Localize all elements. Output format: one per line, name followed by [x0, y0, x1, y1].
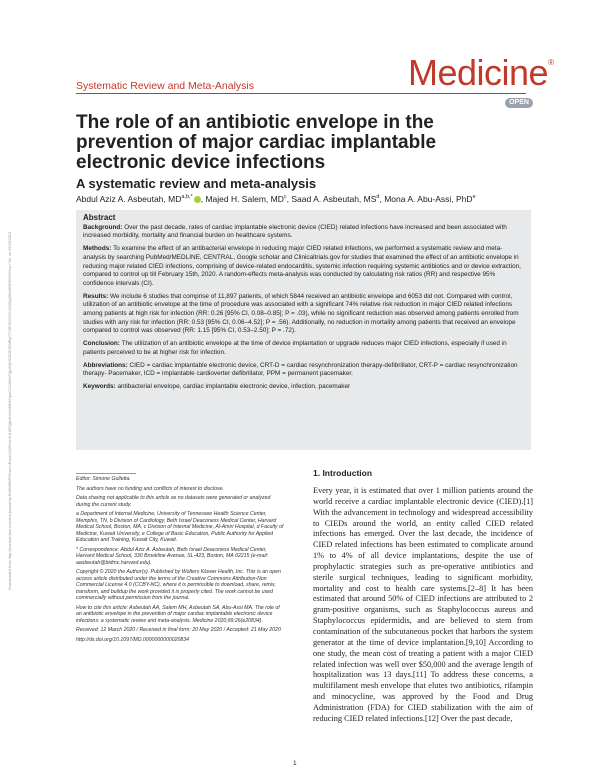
page-number: 1: [293, 760, 297, 767]
abstract-paragraph: [83, 224, 524, 241]
abstract-section-label: Background:: [83, 223, 123, 231]
download-notice: Downloaded from http://journals.lww.com/md-journal by BhDMf5ePHKav1zEoum1tQfN4a+kJLhEZgbsIHo4XMi0hCywCX1AWnYQp/IlQrHD3i3D0OdRyi7TvSFl4Cf3VC4/OAVpDDa8KKGKV0Ymy+78= on 09/26/2023: [8, 231, 12, 590]
abstract-section-label: Results:: [83, 292, 109, 300]
footnotes: [76, 473, 286, 646]
abstract-section-text: The utilization of an antibiotic envelope at the time of device implantation or upgrade reduces major CIED infections, especially if used in patients perceived to be at higher risk for infection.: [83, 340, 507, 356]
footnote: Data sharing not applicable to this article as no datasets were generated or analyzed during the current study.: [76, 495, 271, 508]
abstract-box: [76, 210, 531, 450]
abstract-section-text: To examine the effect of an antibacterial envelope in reducing major CIED related infections, we performed a systematic review and meta-analysis by searching PubMed/MEDLINE, CENTRAL, Google scholar and Clinicaltrials.gov for studies that examined the effect of an antibiotic envelope in reducing major related CIED infections, comprising of device-related endocarditis, systemic infection requiring systemic antibiotics and or device extraction, compared to control up till February 15th, 2020. A random-effects meta-analysis was conducted by calculating risk ratios (RR) and respective 95% confidence intervals (CI).: [83, 245, 521, 287]
footnote: Received: 12 March 2020 / Received in final form: 20 May 2020 / Accepted: 21 May 2020: [76, 627, 281, 633]
author-name: Mona A. Abu-Assi, PhD: [384, 194, 473, 204]
introduction-section: [313, 468, 533, 725]
footnote: Editor: Simone Gulletta.: [76, 476, 131, 482]
abstract-paragraph: [83, 362, 524, 379]
abstract-section-text: We include 6 studies that comprise of 11,897 patients, of which 5844 received an antibiotic envelope and 6053 did not. Compared with control, utilization of an antibiotic envelope at the time of procedure was associated with a significant 74% relative risk reduction in major CIED related infections among patients at high risk for infection (RR: 0.26 [95% CI, 0.08–0.85]; P = .03), while no significant reduction was observed among patients enrolled from studies with any risk for infection (RR: 0.53 [95% CI, 0.06–4.52]; P = .56). Additionally, no reduction in mortality among patients that received an envelope compared to control was observed (RR: 1.15 [95% CI, 0.53–2.50]; P = .72).: [83, 292, 519, 335]
footnote: Copyright © 2020 the Author(s). Published by Wolters Kluwer Health, Inc. This is an open access article distributed under the terms of the Creative Commons Attribution-Non Commercial License 4.0 (CCBY-NC), where it is permissible to download, share, remix, transform, and buildup the work provided it is properly cited. The work cannot be used commercially without permission from the journal.: [76, 569, 281, 601]
abstract-section-label: Conclusion:: [83, 340, 120, 348]
abstract-section-label: Methods:: [83, 245, 112, 253]
section-label: Systematic Review and Meta-Analysis: [76, 80, 254, 92]
introduction-heading: 1. Introduction: [313, 468, 373, 478]
footnote-divider: [76, 473, 136, 474]
abstract-paragraph: [83, 383, 524, 392]
abstract-section-text: Over the past decade, rates of cardiac implantable electronic device (CIED) related infections have increased and been associated with increased morbidity, mortality and financial burden on healthcare systems.: [83, 223, 507, 240]
abstract-heading: Abstract: [83, 213, 116, 222]
author-list: Abdul Aziz A. Asbeutah, $MD^{a,b,*}$ , Majed H. Salem, $MD^c$, Saad A. Asbeutah, $MS^d$, Mona A. Abu-Assi, PhD$^e$: [76, 194, 476, 204]
footnote: a Department of Internal Medicine, University of Tennessee Health Science Center, Memphis, TN, b Division of Cardiology, Beth Israel Deaconess Medical Center, Harvard Medical School, Boston, MA, c Division of Internal Medicine, Al-Amiri Hospital, d Faculty of Medicine, Kuwait University, e College of Basic Education, Public Authority for Applied Education and Training, Kuwait City, Kuwait.: [76, 511, 284, 543]
abstract-section-label: Abbreviations:: [83, 361, 128, 369]
footnote: The authors have no funding and conflicts of interest to disclose.: [76, 485, 224, 492]
header-rule: [76, 93, 526, 94]
abstract-section-label: Keywords:: [83, 382, 116, 390]
journal-logo: Medicine®: [408, 52, 554, 93]
abstract-paragraph: [83, 293, 524, 337]
article-subtitle: A systematic review and meta-analysis: [76, 176, 317, 191]
introduction-body: Every year, it is estimated that over 1 million patients around the world receive a cardiac implantable electronic device (CIED).[1] With the advancement in technology and widespread accessibility to CIEDs around the world, an entity called CIED related infections has emerged. Over the last decade, the incidence of CIED related infections has been estimated to complicate around 1% to 4% of all device implantations, despite the use of prophylactic strategies such as pre-operative antibiotics and sterile surgical techniques, leading to significant morbidity, mortality and cost to health care systems.[2–8] It has been estimated that around 50% of CIED infections are attributed to 2 gram-positive organisms, such as Staphylococcus aureus and Staphylococcus epidermidis, and are believed to stem from contamination of the subcutaneous pocket that harbors the system generator at the time of device implantation.[9,10] According to one study, the mean cost of treating a patient with a major CIED related infection was well over $50,000 and the average length of hospitalization was 13 days.[11] To address these concerns, a multifilament mesh envelope that elutes two antibiotics, rifampin and minocycline, was approved by the Food and Drug Administration (FDA) for CIED stabilization with the aim of reducing CIED related infections.[12] Over the past decade,: [313, 486, 533, 723]
abstract-section-text: antibacterial envelope, cardiac implantable electronic device, infection, pacemaker: [115, 382, 351, 390]
abstract-paragraph: [83, 245, 524, 289]
author-affiliation-mark: e: [472, 194, 476, 201]
article-title: The role of an antibiotic envelope in the prevention of major cardiac implantable electronic device infections: [76, 112, 437, 173]
open-access-badge: OPEN: [505, 98, 533, 108]
abstract-paragraph: [83, 340, 524, 357]
footnote: * Correspondence: Abdul Aziz A. Asbeutah, Beth Israel Deaconess Medical Center, Harvard Medical School, 330 Brookline Avenue, SL-423, Boston, MA 02215 (e-mail: aasbeutah@bidmc.harvard.edu).: [76, 546, 269, 566]
abstract-section-text: CIED = cardiac implantable electronic device, CRT-D = cardiac resynchronization therapy-defibrillator, CRT-P = cardiac resynchronization therapy- Pacemaker, ICD = implantable cardioverter defibrillator, PPM = permanent pacemaker.: [83, 361, 518, 378]
author-affiliation-mark: a,b,*: [181, 194, 193, 201]
author-name: Abdul Aziz A. Asbeutah, MD: [76, 194, 182, 204]
author-name: Saad A. Asbeutah, MS: [291, 194, 377, 204]
author-name: Majed H. Salem, MD: [205, 194, 284, 204]
footnote: How to cite this article: Asbeutah AA, Salem MH, Asbeutah SA, Abu-Assi MA. The role of an antibiotic envelope in the prevention of major cardiac implantable electronic device infections: a systematic review and meta-analysis. Medicine 2020;99:26(e20834).: [76, 604, 280, 624]
author-affiliation-mark: c: [283, 194, 287, 201]
footnote[interactable]: http://dx.doi.org/10.1097/MD.0000000000020834: [76, 636, 190, 643]
orcid-icon[interactable]: [194, 196, 201, 203]
author-affiliation-mark: d: [376, 194, 380, 201]
